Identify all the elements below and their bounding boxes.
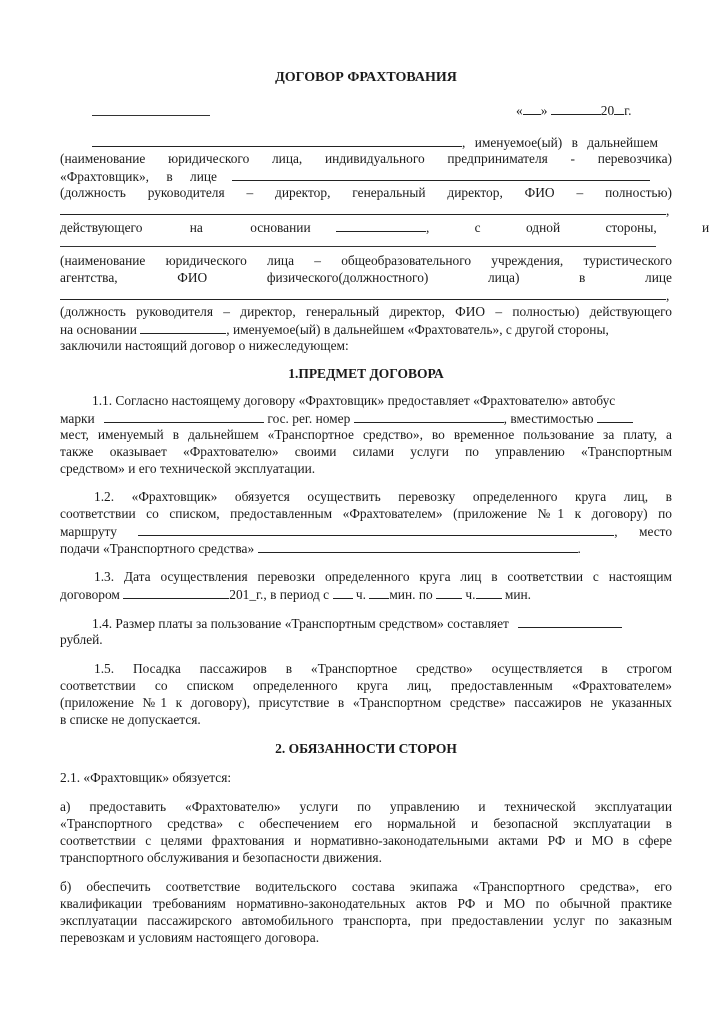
preamble-line-1: , именуемое(ый) в дальнейшем xyxy=(60,134,672,151)
carrier-rep-name-blank[interactable] xyxy=(60,202,666,215)
carrier-name-blank[interactable] xyxy=(92,134,462,147)
preamble-line-8: (наименование юридического лица – общеобразовательного учреждения, туристического xyxy=(60,253,672,268)
clause-1-3-line-2: договором 201_г., в период с ч. мин. по ч. мин. xyxy=(60,587,532,602)
clause-1-5-line-2: соответствии со списком определенного круга лиц, предоставленным «Фрахтователем» xyxy=(60,678,672,693)
preamble-line-2: (наименование юридического лица, индивидуального предпринимателя - перевозчика) xyxy=(60,151,672,166)
charterer-name-blank[interactable] xyxy=(60,246,656,247)
clause-1-5-line-1: 1.5. Посадка пассажиров в «Транспортное средство» осуществляется в строгом xyxy=(94,661,672,676)
fee-blank[interactable] xyxy=(518,615,622,628)
clause-1-5-line-4: в списке не допускается. xyxy=(60,712,201,727)
clause-1-1-line-4: также оказывает «Фрахтователю» своими силами услуги по управлению «Транспортным xyxy=(60,444,672,459)
clause-2-1-b-line-3: эксплуатации пассажирского автомобильного транспорта, при предоставлении услуг по заказным xyxy=(60,913,672,928)
clause-1-2-line-1: 1.2. «Фрахтовщик» обязуется осуществить перевозку определенного круга лиц, в xyxy=(94,489,672,504)
clause-1-1-line-5: средством» и его технической эксплуатации. xyxy=(60,461,316,476)
clause-1-1-line-1: 1.1. Согласно настоящему договору «Фрахтовщик» предоставляет «Фрахтователю» автобус xyxy=(92,393,616,408)
month-blank[interactable] xyxy=(551,102,601,115)
preamble-line-6: действующего на основании , с одной стороны, и xyxy=(60,220,710,235)
charterer-rep-blank[interactable] xyxy=(60,287,666,300)
clause-2-1: 2.1. «Фрахтовщик» обязуется: xyxy=(60,770,232,785)
carrier-rep-blank[interactable] xyxy=(232,168,650,181)
clause-1-1-line-2: марки гос. рег. номер , вместимостью xyxy=(60,410,672,427)
clause-1-5-line-3: (приложение №1 к договору), присутствие в «Транспортном средстве» пассажиров не указанных xyxy=(60,695,672,710)
route-blank[interactable] xyxy=(138,523,614,536)
preamble-line-5: , xyxy=(60,202,672,219)
day-blank[interactable] xyxy=(523,102,541,115)
clause-1-2-line-4: подачи «Транспортного средства» . xyxy=(60,541,581,556)
clause-2-1-a-line-3: соответствии с целями фрахтования и нормативно-законодательными актами РФ и МО в сфере xyxy=(60,833,672,848)
end-hour-blank[interactable] xyxy=(436,586,462,599)
clause-1-2-line-3: маршруту , место xyxy=(60,524,673,539)
clause-1-4-line-2: рублей. xyxy=(60,632,103,647)
clause-2-1-b-line-2: квалификации требованиям нормативно-законодательных актов РФ и МО по обычной практике xyxy=(60,896,672,911)
preamble-line-9: агентства, ФИО физического(должностного) лица) в лице xyxy=(60,270,672,285)
end-min-blank[interactable] xyxy=(476,586,502,599)
clause-2-1-a-line-4: транспортного обслуживания и безопасности движения. xyxy=(60,850,382,865)
clause-1-4-line-1: 1.4. Размер платы за пользование «Транспортным средством» составляет xyxy=(92,615,704,632)
start-hour-blank[interactable] xyxy=(333,586,353,599)
preamble-line-3: «Фрахтовщик», в лице xyxy=(60,168,672,185)
clause-2-1-b-line-1: б) обеспечить соответствие водительского состава экипажа «Транспортного средства», его xyxy=(60,879,672,894)
charterer-basis-blank[interactable] xyxy=(140,321,226,334)
preamble-line-13: заключили настоящий договор о нижеследующем: xyxy=(60,338,349,353)
place-blank[interactable] xyxy=(92,115,210,116)
clause-2-1-a-line-2: «Транспортного средства» с обеспечением его нормальной и безопасной эксплуатации в xyxy=(60,816,672,831)
transport-date-blank[interactable] xyxy=(123,586,229,599)
clause-1-2-line-2: соответствии со списком, предоставленным «Фрахтователем» (приложение №1 к договору) по xyxy=(60,506,672,521)
bus-brand-blank[interactable] xyxy=(104,410,264,423)
clause-1-3-line-1: 1.3. Дата осуществления перевозки определенного круга лиц в соответствии с настоящим xyxy=(94,569,672,584)
carrier-basis-blank[interactable] xyxy=(336,219,426,232)
preamble-line-4: (должность руководителя – директор, генеральный директор, ФИО – полностью) xyxy=(60,185,672,200)
start-min-blank[interactable] xyxy=(369,586,389,599)
section-1-heading: 1.ПРЕДМЕТ ДОГОВОРА xyxy=(288,366,444,381)
registration-number-blank[interactable] xyxy=(354,410,504,423)
preamble-line-11: (должность руководителя – директор, генеральный директор, ФИО – полностью) действующего xyxy=(60,304,672,319)
preamble-line-10: , xyxy=(60,287,672,304)
section-2-heading: 2. ОБЯЗАННОСТИ СТОРОН xyxy=(275,741,457,756)
clause-1-1-line-3: мест, именуемый в дальнейшем «Транспортное средство», во временное пользование за плату, а xyxy=(60,427,672,442)
capacity-blank[interactable] xyxy=(597,410,633,423)
pickup-place-blank[interactable] xyxy=(258,540,578,553)
document-title: ДОГОВОР ФРАХТОВАНИЯ xyxy=(275,70,457,85)
year-blank[interactable] xyxy=(614,102,624,115)
clause-2-1-b-line-4: перевозкам и условиям настоящего договора. xyxy=(60,930,320,945)
date-line: « » 20 г. xyxy=(516,103,632,118)
clause-2-1-a-line-1: а) предоставить «Фрахтователю» услуги по управлению и технической эксплуатации xyxy=(60,799,672,814)
preamble-line-12: на основании , именуемое(ый) в дальнейшем «Фрахтователь», с другой стороны, xyxy=(60,322,609,337)
